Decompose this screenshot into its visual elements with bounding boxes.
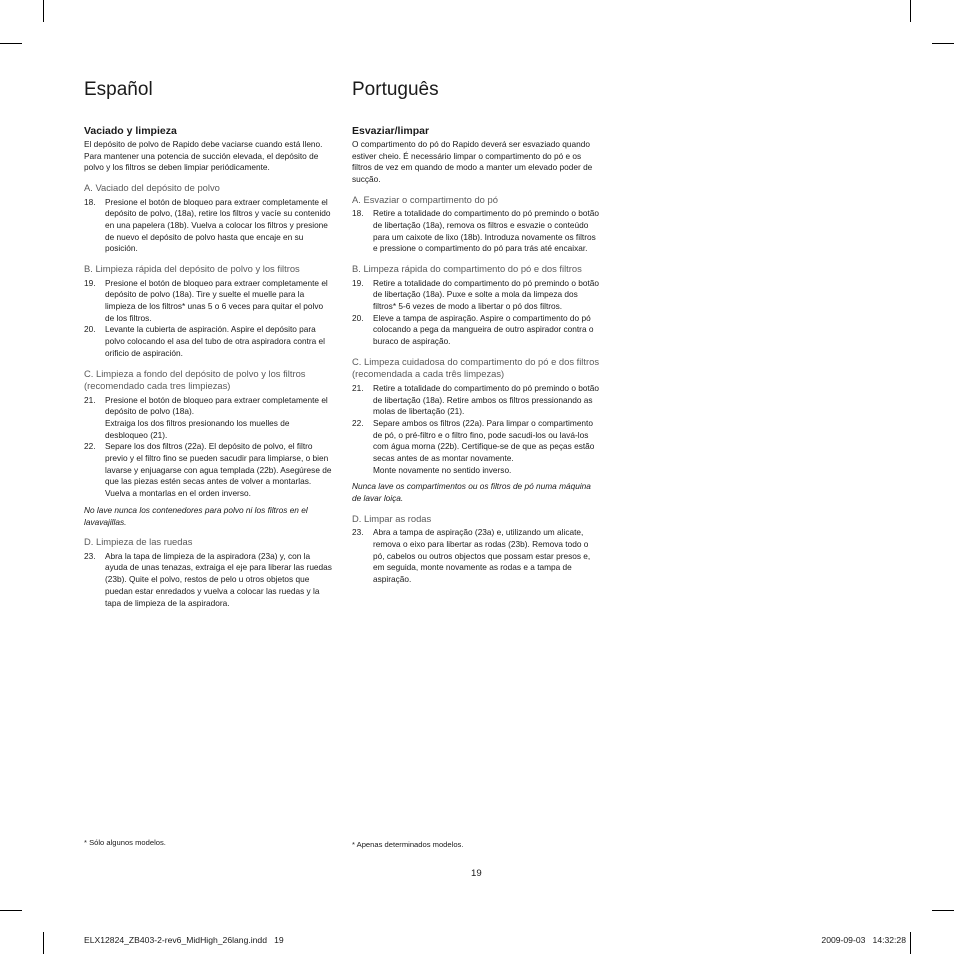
subsection-b-title-es: B. Limpieza rápida del depósito de polvo y los filtros (84, 263, 300, 275)
step-text: Retire a totalidade do compartimento do pó premindo o botão de libertação (18a), remova os filtros e esvazie o conteúdo para um caixote de lixo (18b). Introduza novamente os filtros e pressione o compartimento do pó para trás até encaixar. (373, 208, 600, 254)
step-item (84, 197, 334, 256)
step-item (352, 208, 602, 255)
subsection-c-title-pt: C. Limpeza cuidadosa do compartimento do pó e dos filtros (recomendada a cada três limpezas) (352, 355, 600, 380)
crop-mark (43, 0, 44, 22)
subsection-a-title-pt: A. Esvaziar o compartimento do pó (352, 193, 498, 205)
step-number: 21. (84, 394, 96, 405)
step-item (352, 527, 602, 586)
subsection-d-title-pt: D. Limpar as rodas (352, 512, 432, 524)
intro-paragraph-pt: O compartimento do pó do Rapido deverá ser esvaziado quando estiver cheio. É necessário limpar o compartimento do pó e os filtros de vez em quando de modo a manter um elevado poder de sucção. (352, 139, 593, 185)
step-item (84, 395, 334, 442)
step-text: Retire a totalidade do compartimento do pó premindo o botão de libertação (18a). Retire ambos os filtros pressionando as molas de libertação (21). (373, 382, 600, 417)
step-text: Separe los dos filtros (22a). El depósito de polvo, el filtro previo y el filtro fino se pueden sacudir para limpiarse, o bien lavarse y enjuagarse con agua templada (22b). Asegúrese de que las piezas estén secas antes de volver a montarlas. Vuelva a montarlas en el orden inverso. (105, 441, 332, 499)
step-number: 22. (84, 441, 96, 452)
section-heading-es: Vaciado y limpieza (84, 125, 177, 137)
step-number: 19. (352, 277, 364, 288)
slug-filename: ELX12824_ZB403-2-rev6_MidHigh_26lang.indd 19 (84, 935, 284, 945)
step-text: Separe ambos os filtros (22a). Para limpar o compartimento de pó, o pré-filtro e o filtro fino, pode sacudi-los ou lavá-los com água morna (22b). Certifique-se de que as peças estão secas antes de as montar novamente. Monte novamente no sentido inverso. (373, 417, 595, 475)
step-text: Eleve a tampa de aspiração. Aspire o compartimento do pó colocando a pega da mangueira de outro aspirador contra o buraco de aspiração. (373, 312, 594, 347)
intro-paragraph-es: El depósito de polvo de Rapido debe vaciarse cuando está lleno. Para mantener una potencia de succión elevada, el depósito de polvo y los filtros se deben limpiar periódicamente. (84, 139, 323, 173)
step-number: 18. (352, 208, 364, 219)
step-number: 23. (84, 550, 96, 561)
dishwasher-warning-es: No lave nunca los contenedores para polvo ni los filtros en el lavavajillas. (84, 504, 308, 527)
step-text: Presione el botón de bloqueo para extraer completamente el depósito de polvo (18a). Extraiga los dos filtros presionando los muelles de desbloqueo (21). (105, 394, 328, 440)
crop-mark (0, 910, 22, 911)
step-item (84, 551, 334, 610)
step-number: 20. (84, 324, 96, 335)
step-number: 19. (84, 277, 96, 288)
step-item (352, 313, 602, 348)
subsection-a-title-es: A. Vaciado del depósito de polvo (84, 182, 220, 194)
language-title-pt: Português (352, 79, 439, 100)
section-heading-pt: Esvaziar/limpar (352, 125, 430, 137)
footnote-pt: * Apenas determinados modelos. (352, 840, 464, 849)
step-text: Abra la tapa de limpieza de la aspiradora (23a) y, con la ayuda de unas tenazas, extraiga el eje para liberar las ruedas (23b). Quite el polvo, restos de pelo u otros objetos que puedan estar enredados y vuelva a colocar las ruedas y la tapa de limpieza de la aspiradora. (105, 550, 332, 608)
step-number: 23. (352, 527, 364, 538)
step-item (352, 418, 602, 477)
step-text: Retire a totalidade do compartimento do pó premindo o botão de libertação (18a). Puxe e solte a mola da limpeza dos filtros* 5-6 vezes de modo a libertar o pó dos filtros. (373, 277, 600, 312)
portuguese-column (352, 78, 602, 586)
step-item (84, 441, 334, 500)
subsection-c-title-es: C. Limpieza a fondo del depósito de polvo y los filtros (recomendado cada tres limpiezas) (84, 367, 306, 392)
step-item (352, 383, 602, 418)
crop-mark (0, 43, 22, 44)
crop-mark (910, 932, 911, 954)
language-title-es: Español (84, 79, 153, 100)
step-text: Levante la cubierta de aspiración. Aspire el depósito para polvo colocando el asa del tubo de otra aspiradora contra el orificio de aspiración. (105, 324, 326, 358)
step-item (84, 278, 334, 325)
step-text: Presione el botón de bloqueo para extraer completamente el depósito de polvo, (18a), retire los filtros y vacíe su contenido en una papelera (18b). Vuelva a colocar los filtros y presione de nuevo el depósito de polvo hasta que encaje en su posición. (105, 196, 331, 254)
step-text: Abra a tampa de aspiração (23a) e, utilizando um alicate, remova o eixo para libertar as rodas (23b). Remova todo o pó, cabelos ou outros objectos que possam estar presos e, em seguida, monte novamente as rodas e a tampa de aspiração. (373, 527, 591, 585)
slug-timestamp: 2009-09-03 14:32:28 (821, 935, 906, 945)
footnote-es: * Sólo algunos modelos. (84, 838, 166, 847)
step-text: Presione el botón de bloqueo para extraer completamente el depósito de polvo (18a). Tire y suelte el muelle para la limpieza de los filtros* unas 5 o 6 veces para quitar el polvo de los filtros. (105, 277, 328, 323)
subsection-b-title-pt: B. Limpeza rápida do compartimento do pó e dos filtros (352, 263, 582, 275)
step-number: 18. (84, 196, 96, 207)
step-number: 20. (352, 312, 364, 323)
crop-mark (43, 932, 44, 954)
dishwasher-warning-pt: Nunca lave os compartimentos ou os filtros de pó numa máquina de lavar loiça. (352, 481, 591, 504)
subsection-d-title-es: D. Limpieza de las ruedas (84, 536, 193, 548)
step-number: 21. (352, 382, 364, 393)
crop-mark (910, 0, 911, 22)
step-item (352, 278, 602, 313)
page-number: 19 (471, 868, 482, 879)
crop-mark (932, 910, 954, 911)
step-number: 22. (352, 417, 364, 428)
spanish-column (84, 78, 334, 609)
step-item (84, 324, 334, 359)
crop-mark (932, 43, 954, 44)
